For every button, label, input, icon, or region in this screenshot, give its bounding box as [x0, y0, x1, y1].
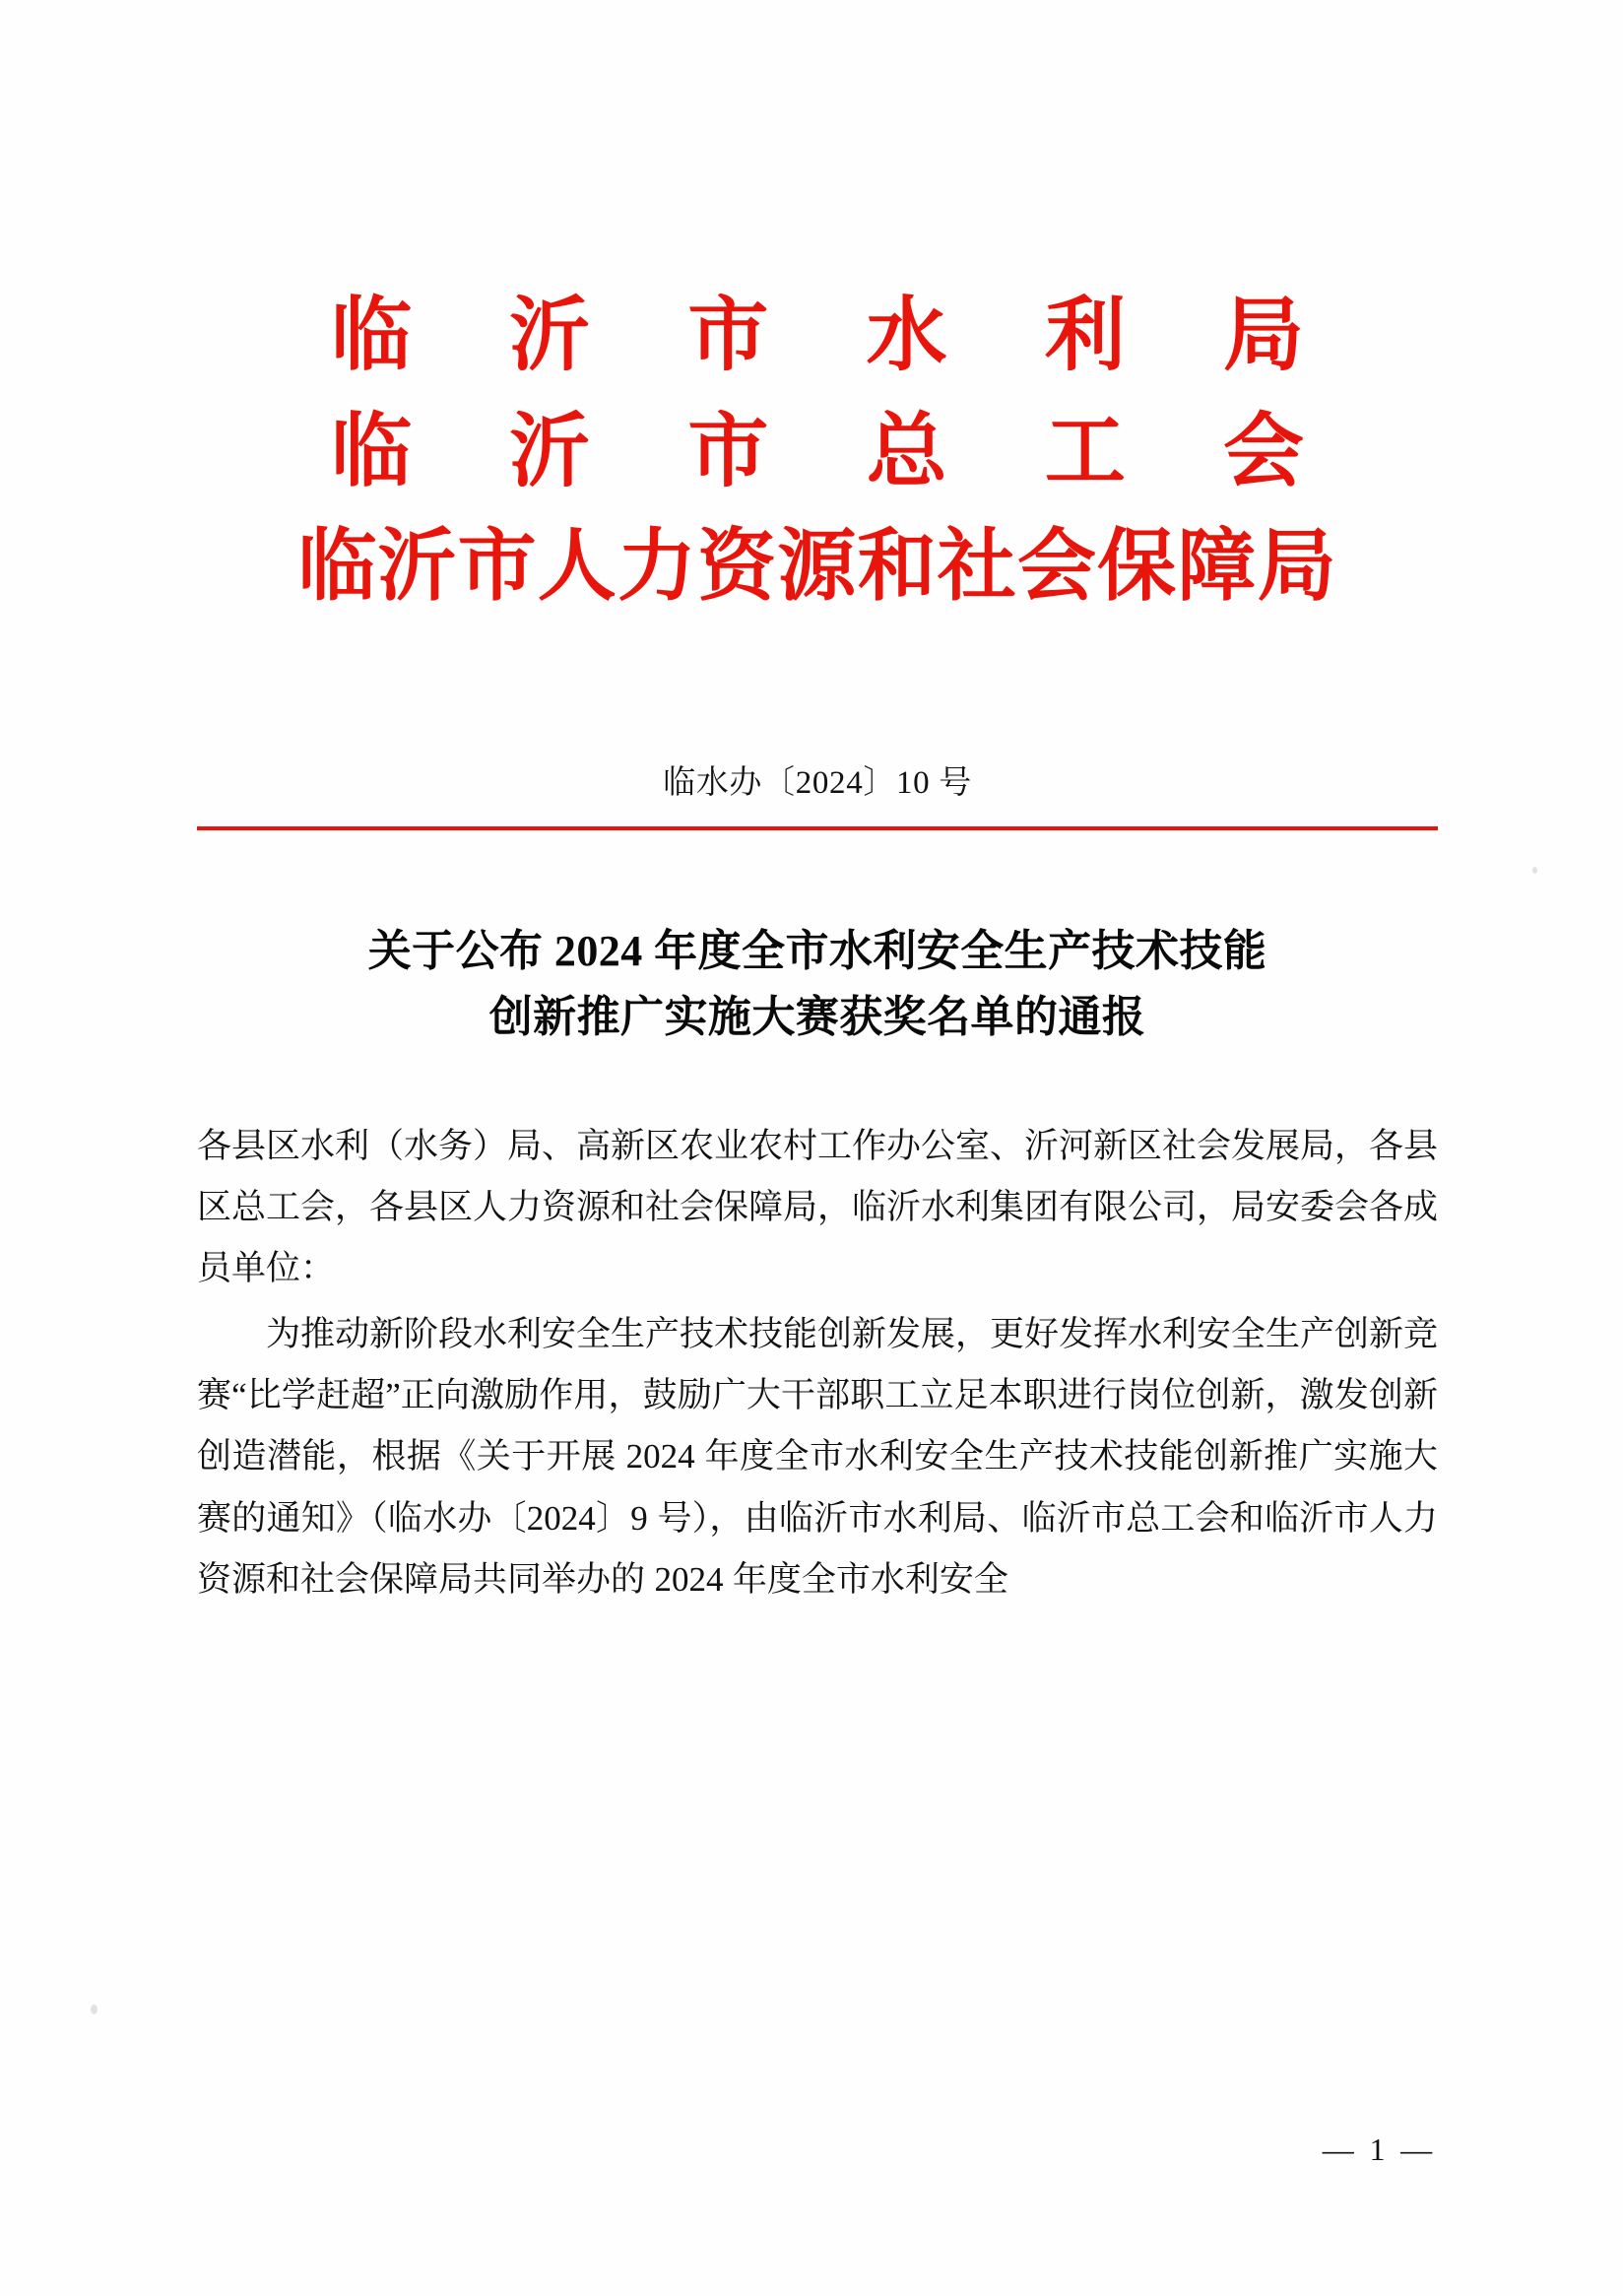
- page-title-line-2: 创新推广实施大赛获奖名单的通报: [488, 992, 1146, 1041]
- red-divider-rule: [197, 826, 1438, 830]
- page-number-footer: — 1 —: [1322, 2132, 1436, 2167]
- body-paragraph-recipients: 各县区水利（水务）局、高新区农业农村工作办公室、沂河新区社会发展局，各县区总工会，各县区人力资源和社会保障局，临沂水利集团有限公司，局安委会各成员单位：: [197, 1126, 1439, 1288]
- issuer-line-3: 临沂市人力资源和社会保障局: [297, 524, 1337, 611]
- body-paragraph-1: 为推动新阶段水利安全生产技术技能创新发展，更好发挥水利安全生产创新竞赛“比学赶超”正向激励作用，鼓励广大干部职工立足本职进行岗位创新，激发创新创造潜能，根据《关于开展 2024 年度全市水利安全生产技术技能创新推广实施大赛的通知》（临水办〔2024〕9 号），由临沂市水利局、临沂市总工会和临沂市人力资源和社会保障局共同举办的 2024 年度全市水利安全: [197, 1314, 1439, 1599]
- scan-speck: [1532, 867, 1537, 874]
- document-body: [197, 1116, 1438, 1610]
- scan-speck: [91, 2004, 97, 2014]
- page-content: [197, 0, 1438, 1614]
- page-title-line-1: 关于公布 2024 年度全市水利安全生产技术技能: [367, 927, 1267, 975]
- page-title: [197, 919, 1438, 1051]
- document-masthead: [197, 291, 1438, 611]
- issuer-line-1: 临 沂 市 水 利 局: [330, 291, 1343, 380]
- document-number: 临水办〔2024〕10 号: [663, 765, 972, 801]
- issuer-line-2: 临 沂 市 总 工 会: [330, 407, 1343, 496]
